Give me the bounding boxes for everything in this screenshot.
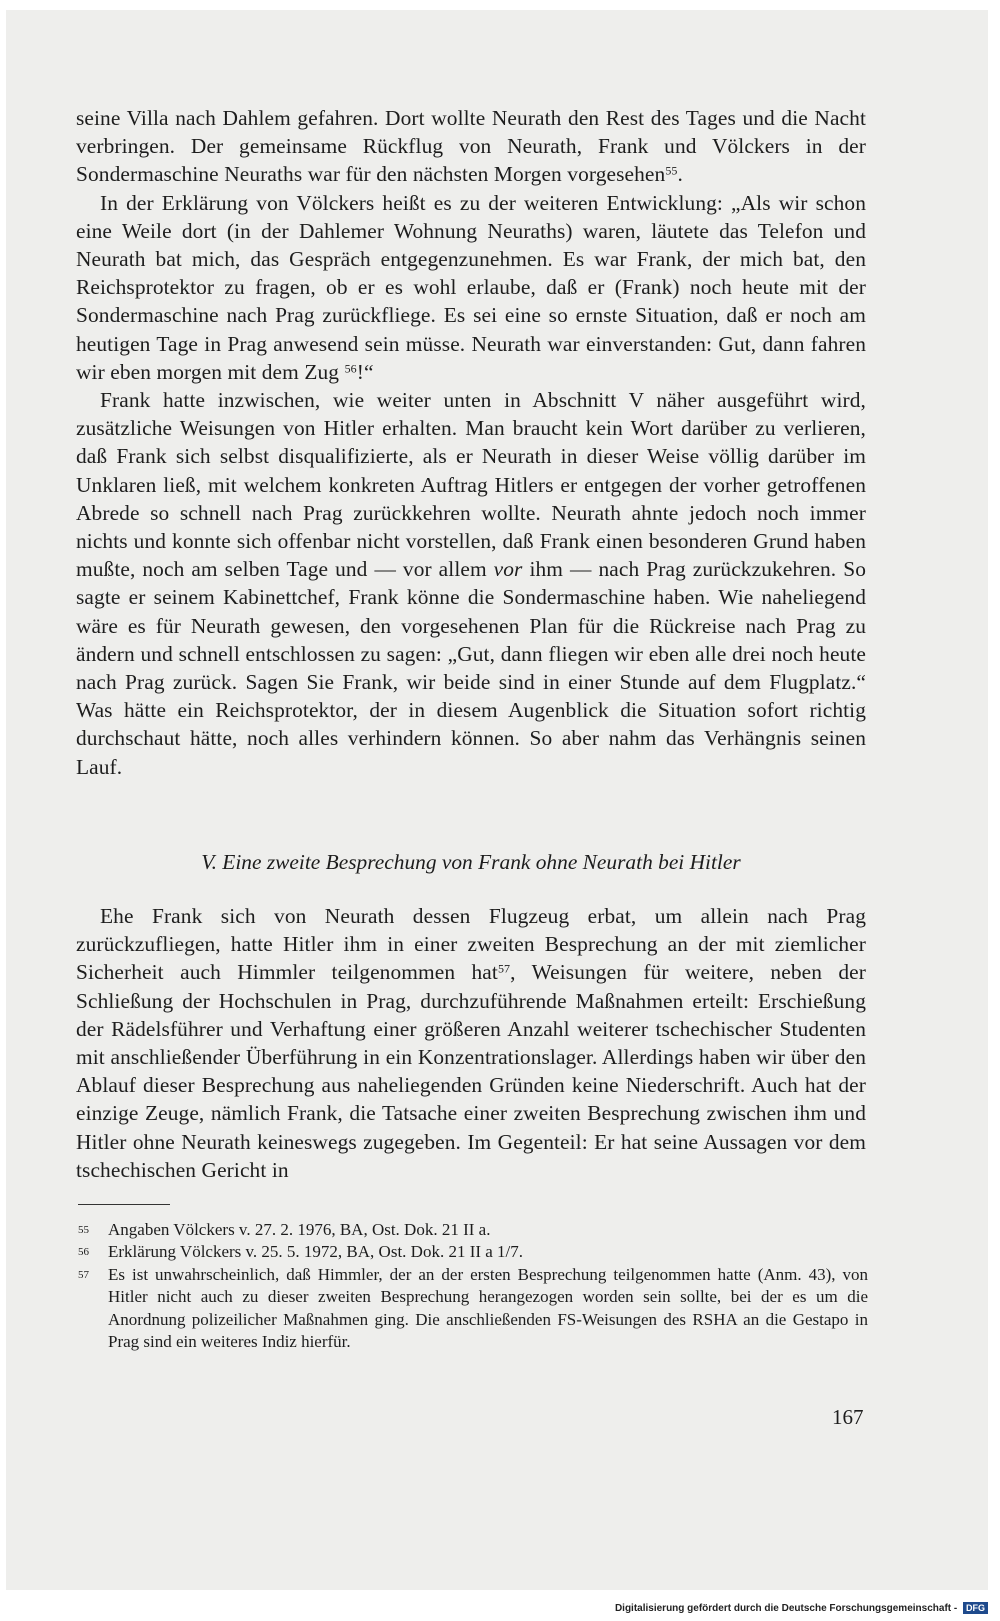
dfg-logo-icon: DFG xyxy=(963,1602,988,1614)
section-heading: V. Eine zweite Besprechung von Frank ohne Neurath bei Hitler xyxy=(201,850,741,874)
digitization-credit xyxy=(615,1602,988,1616)
paragraph: Ehe Frank sich von Neurath dessen Flugzeug erbat, um allein nach Prag zurückzufliegen, hatte Hitler ihm in einer zweiten Besprechung an der mit ziemlicher Sicherheit auch Himmler teilgenommen hat$^{57}$, Weisungen für weitere, neben der Schließung der Hochschulen in Prag, durchzuführende Maßnahmen erteilt: Erschießung der Rädelsführer und Verhaftung einer größeren Anzahl weiterer tschechischer Studenten mit anschließender Überführung in ein Konzentrationslager. Allerdings haben wir über den Ablauf dieser Besprechung aus naheliegenden Gründen keine Niederschrift. Auch hat der einzige Zeuge, nämlich Frank, die Tatsache einer zweiten Besprechung zwischen ihm und Hitler ohne Neurath keineswegs zugegeben. Im Gegenteil: Er hat seine Aussagen vor dem tschechischen Gericht in xyxy=(76,904,866,1182)
footnote-56 xyxy=(78,1241,868,1263)
footnote-number: 55 xyxy=(78,1224,89,1236)
footnote-divider xyxy=(78,1204,170,1205)
body-text-bottom xyxy=(76,902,866,1184)
body-text-top xyxy=(76,104,866,781)
paragraph: In der Erklärung von Völckers heißt es zu der weiteren Entwicklung: „Als wir schon eine Weile dort (in der Dahlemer Wohnung Neuraths) waren, läutete das Telefon und Neurath bat mich, das Gespräch entgegenzunehmen. Es war Frank, der mich bat, den Reichsprotektor zu fragen, ob er es wohl erlaube, daß er (Frank) noch heute mit der Sondermaschine nach Prag zurückfliege. Es sei eine so ernste Situation, daß er noch am heutigen Tage in Prag anwesend sein müsse. Neurath war einverstanden: Gut, dann fahren wir eben morgen mit dem Zug $^{56}$!“ xyxy=(76,190,866,384)
footnote-ref-55: 55 xyxy=(665,163,678,178)
footnote-text: Angaben Völckers v. 27. 2. 1976, BA, Ost. Dok. 21 II a. xyxy=(108,1220,491,1239)
footnote-text: Erklärung Völckers v. 25. 5. 1972, BA, Ost. Dok. 21 II a 1/7. xyxy=(108,1242,524,1262)
footnote-57 xyxy=(78,1264,868,1354)
footnote-55 xyxy=(78,1219,868,1241)
footnote-ref-56: 56 xyxy=(344,361,357,376)
footnote-text: Es ist unwahrscheinlich, daß Himmler, der an der ersten Besprechung teilgenommen hatte (Anm. 43), von Hitler nicht auch zu dieser zweiten Besprechung herangezogen worden sein sollte, bei der es um die Anordnung polizeilicher Maßnahmen ging. Die anschließenden FS-Weisungen des RSHA an die Gestapo in Prag sind ein weiteres Indiz hierfür. xyxy=(108,1264,868,1352)
footnotes xyxy=(78,1219,868,1353)
emphasis: vor xyxy=(493,557,523,582)
credit-text: Digitalisierung gefördert durch die Deutsche Forschungsgemeinschaft - xyxy=(614,1603,958,1614)
page-number: 167 xyxy=(832,1405,864,1429)
footnote-number: 57 xyxy=(78,1268,89,1281)
footnote-number: 56 xyxy=(78,1246,89,1259)
footnote-ref-57: 57 xyxy=(497,961,511,976)
paragraph: seine Villa nach Dahlem gefahren. Dort wollte Neurath den Rest des Tages und die Nacht verbringen. Der gemeinsame Rückflug von Neurath, Frank und Völckers in der Sondermaschine Neuraths war für den nächsten Morgen vorgesehen$^{55}$. xyxy=(76,106,866,187)
paragraph: Frank hatte inzwischen, wie weiter unten in Abschnitt V näher ausgeführt wird, zusätzliche Weisungen von Hitler erhalten. Man braucht kein Wort darüber zu verlieren, daß Frank sich selbst disqualifizierte, als er Neurath in dieser Weise völlig darüber im Unklaren ließ, mit welchem konkreten Auftrag Hitlers er entgegen der vorher getroffenen Abrede so schnell nach Prag zurückkehren wollte. Neurath ahnte jedoch noch immer nichts und konnte sich offenbar nicht vorstellen, daß Frank einen besonderen Grund haben mußte, noch am selben Tage und — vor allem vor ihm — nach Prag zurückzukehren. So sagte er seinem Kabinettchef, Frank könne die Sondermaschine haben. Wie naheliegend wäre es für Neurath gewesen, den vorgesehenen Plan für die Rückreise nach Prag zu ändern und schnell entschlossen zu sagen: „Gut, dann fliegen wir eben alle drei noch heute nach Prag zurück. Sagen Sie Frank, wir beide sind in einer Stunde auf dem Flugplatz.“ Was hätte ein Reichsprotektor, der in diesem Augenblick die Situation sofort richtig durchschaut hätte, noch alles verhindern können. So aber nahm das Verhängnis seinen Lauf. xyxy=(76,388,866,779)
